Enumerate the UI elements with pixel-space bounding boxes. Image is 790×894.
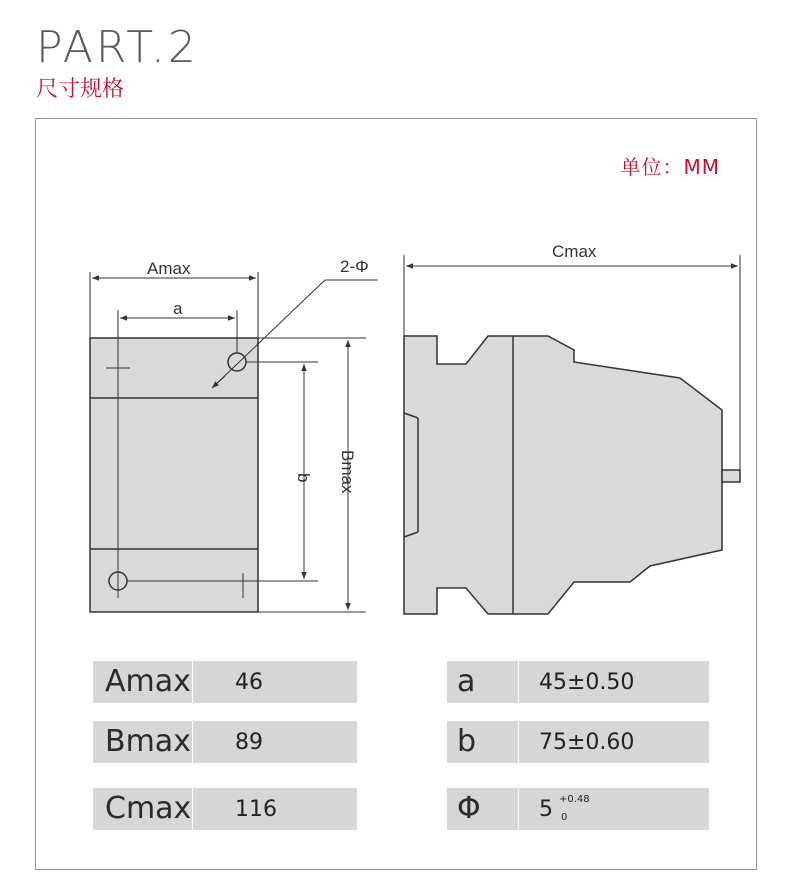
section-subtitle: 尺寸规格 (36, 77, 125, 102)
phi-value: 5 (539, 797, 553, 822)
spec-label: Bmax (93, 721, 193, 763)
phi-tolerance-lower: 0 (561, 812, 568, 823)
spec-row-amax (93, 661, 357, 703)
spec-label: Φ (447, 788, 519, 830)
spec-value (519, 788, 709, 830)
label-amax: Amax (147, 259, 191, 278)
side-view (404, 336, 740, 614)
spec-value: 89 (235, 729, 263, 755)
spec-value: 75±0.60 (539, 729, 635, 755)
spec-row-bmax (93, 721, 357, 763)
spec-value: 46 (235, 669, 263, 695)
label-b: b (294, 473, 313, 483)
front-view (90, 338, 258, 612)
label-cmax: Cmax (552, 242, 597, 261)
part-title: PART.2 (36, 22, 199, 73)
phi-tolerance-upper: +0.48 (559, 794, 590, 805)
spec-row-a (447, 661, 709, 703)
spec-label: a (447, 661, 519, 703)
spec-row-b (447, 721, 709, 763)
spec-label: Amax (93, 661, 193, 703)
label-hole: 2-Φ (340, 257, 369, 276)
spec-label: b (447, 721, 519, 763)
front-body (90, 338, 258, 612)
side-terminal (722, 470, 740, 482)
unit-label: 单位：MM (620, 155, 720, 179)
side-body (404, 336, 722, 614)
label-a: a (173, 299, 183, 318)
spec-label: Cmax (93, 788, 193, 830)
spec-row-phi (447, 788, 709, 830)
spec-row-cmax (93, 788, 357, 830)
mounting-hole-icon (228, 353, 246, 371)
spec-value: 116 (235, 796, 277, 822)
spec-value: 45±0.50 (539, 669, 635, 695)
label-bmax: Bmax (338, 450, 357, 494)
